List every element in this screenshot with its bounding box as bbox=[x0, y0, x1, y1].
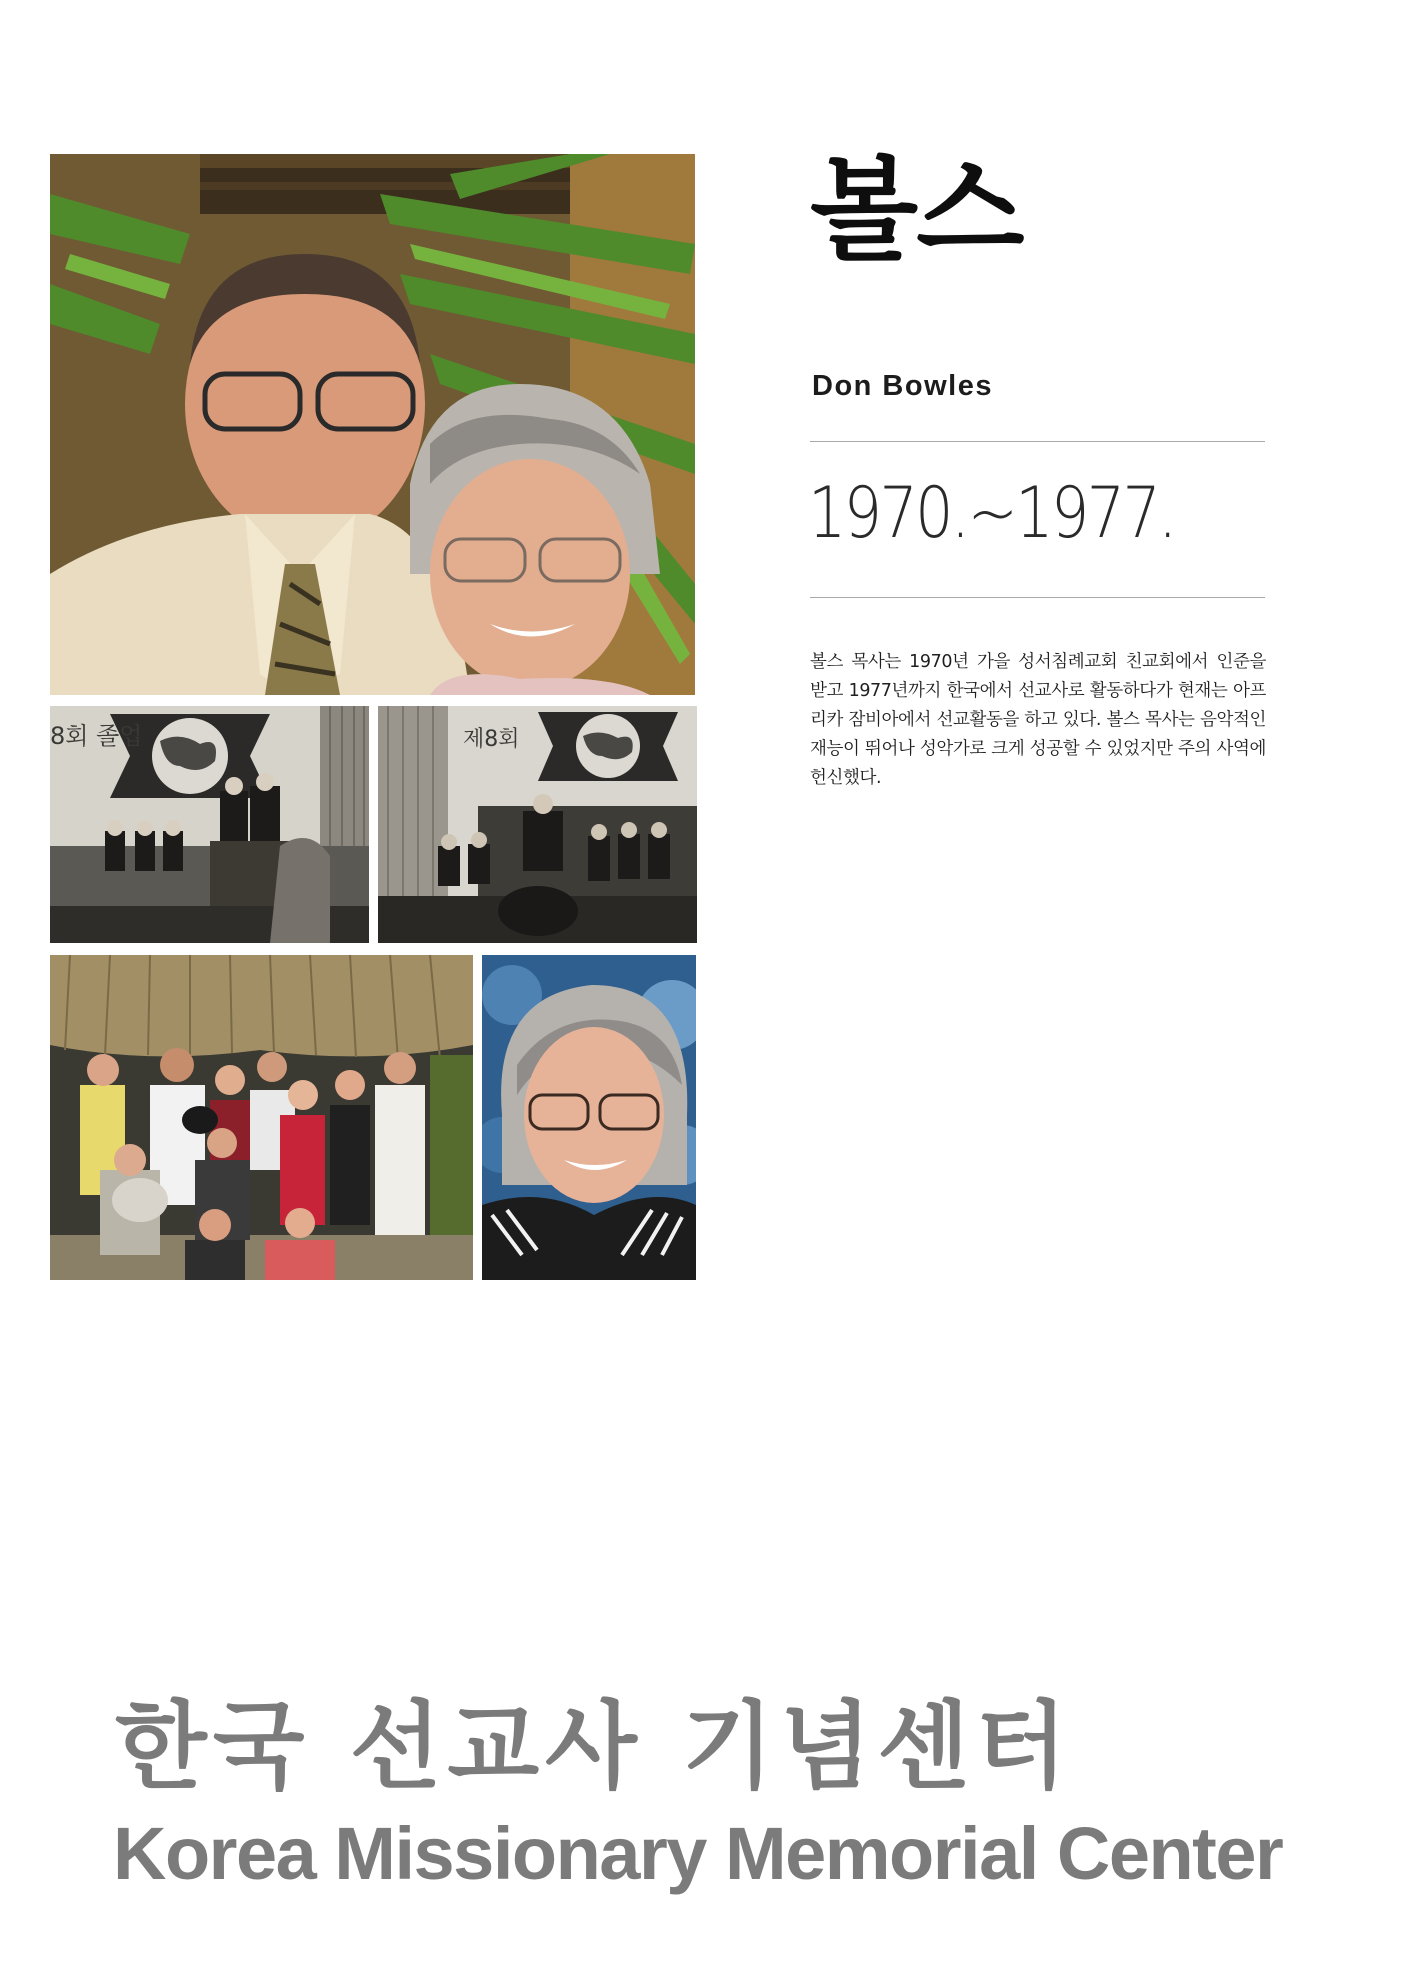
graduation-photo-2 bbox=[378, 706, 697, 943]
divider-bottom bbox=[810, 597, 1265, 598]
missionary-name-english: Don Bowles bbox=[812, 370, 993, 402]
woman-portrait-photo bbox=[482, 955, 696, 1280]
family-group-photo bbox=[50, 955, 473, 1280]
biography-text: 볼스 목사는 1970년 가을 성서침례교회 친교회에서 인준을 받고 1977년까지 한국에서 선교사로 활동하다가 현재는 아프리카 잠비아에서 선교활동을 하고 있다. 볼스 목사는 음악적인 재능이 뛰어나 성악가로 크게 성공할 수 있었지만 주의 사역에 헌신했다. bbox=[810, 652, 1266, 788]
couple-photo bbox=[50, 154, 695, 695]
grad1-banner-text: 8회 졸업 bbox=[50, 722, 143, 750]
grad2-banner-text: 제8회 bbox=[463, 727, 520, 752]
organization-name-english: Korea Missionary Memorial Center bbox=[113, 1812, 1283, 1895]
service-period: 1970.~1977. bbox=[808, 472, 1175, 554]
divider-top bbox=[810, 441, 1265, 442]
graduation-photo-1 bbox=[50, 706, 369, 943]
missionary-name-korean: 볼스 bbox=[810, 146, 1023, 276]
organization-name-korean: 한국 선교사 기념센터 bbox=[115, 1692, 1074, 1802]
